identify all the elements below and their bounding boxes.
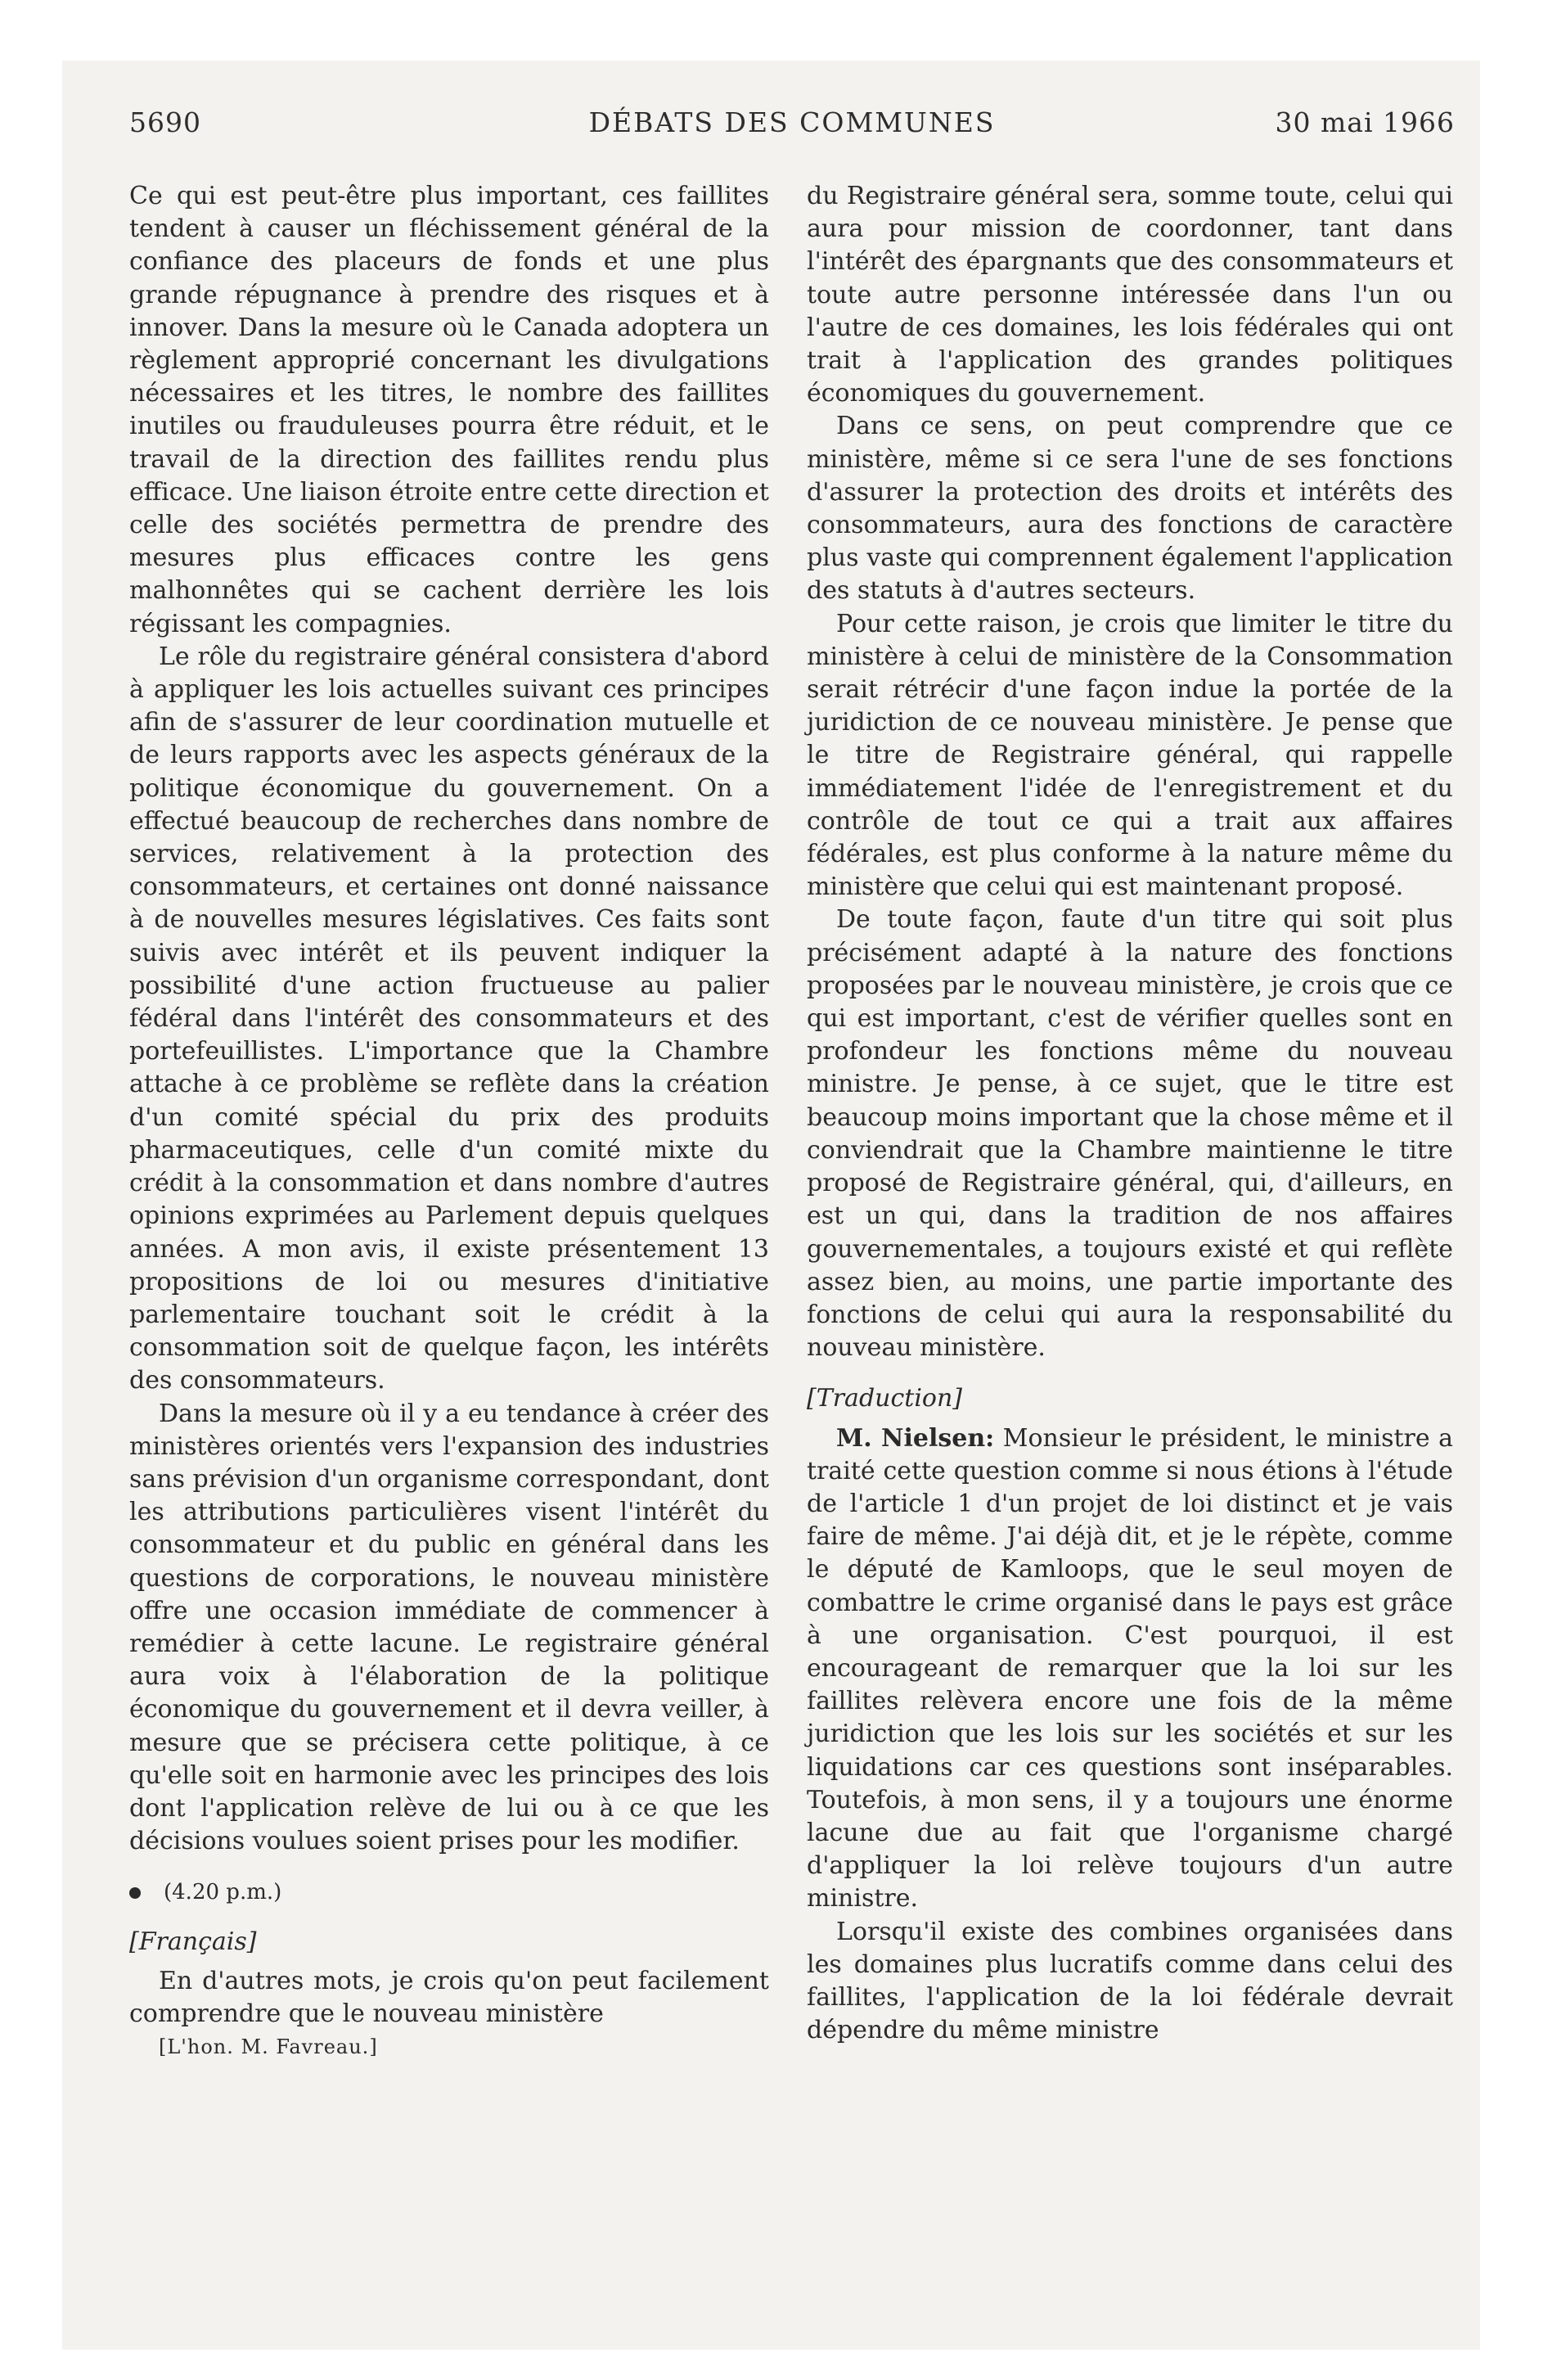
paragraph: Ce qui est peut-être plus important, ces faillites tendent à causer un fléchissement général de la confiance des placeurs de fonds et une plus grande répugnance à prendre des risques et à innover. Dans la mesure où le Canada adoptera un règlement approprié concernant les divulgations nécessaires et les titres, le nombre des faillites inutiles ou frauduleuses pourra être réduit, et le travail de la direction des faillites rendu plus efficace. Une liaison étroite entre cette direction et celle des sociétés permettra de prendre des mesures plus efficaces contre les gens malhonnêtes qui se cachent derrière les lois régissant les compagnies. [129, 182, 769, 638]
speaker-footnote: [L'hon. M. Favreau.] [159, 2035, 378, 2059]
page [62, 61, 1480, 2350]
speaker-name: M. Nielsen: [836, 1423, 995, 1453]
paragraph: Le rôle du registraire général consistera d'abord à appliquer les lois actuelles suivant ces principes afin de s'assurer de leur coordination mutuelle et de leurs rapports avec les aspects généraux de la politique économique du gouvernement. On a effectué beaucoup de recherches dans nombre de services, relativement à la protection des consommateurs, et certaines ont donné naissance à de nouvelles mesures législatives. Ces faits sont suivis avec intérêt et ils peuvent indiquer la possibilité d'une action fructueuse au palier fédéral dans l'intérêt des consommateurs et des portefeuillistes. L'importance que la Chambre attache à ce problème se reflète dans la création d'un comité spécial du prix des produits pharmaceutiques, celle d'un comité mixte du crédit à la consommation et dans nombre d'autres opinions exprimées au Parlement depuis quelques années. A mon avis, il existe présentement 13 propositions de loi ou mesures d'initiative parlementaire touchant soit le crédit à la consommation soit de quelque façon, les intérêts des consommateurs. [129, 642, 769, 1395]
paragraph: Pour cette raison, je crois que limiter le titre du ministère à celui de ministère de la Consommation serait rétrécir d'une façon indue la portée de la juridiction de ce nouveau ministère. Je pense que le titre de Registraire général, qui rappelle immédiatement l'idée de l'enregistrement et du contrôle de tout ce qui a trait aux affaires fédérales, est plus conforme à la nature même du ministère que celui qui est maintenant proposé. [807, 609, 1453, 902]
page-date: 30 mai 1966 [1275, 106, 1455, 138]
language-tag: [Français] [129, 1927, 257, 1956]
paragraph: Dans ce sens, on peut comprendre que ce ministère, même si ce sera l'une de ses fonctions d'assurer la protection des droits et intérêts des consommateurs, aura des fonctions de caractère plus vaste qui comprennent également l'application des statuts à d'autres secteurs. [807, 412, 1453, 606]
page-header [129, 106, 1455, 156]
paragraph: De toute façon, faute d'un titre qui soit plus précisément adapté à la nature des fonctions proposées par le nouveau ministère, je crois que ce qui est important, c'est de vérifier quelles sont en profondeur les fonctions même du nouveau ministre. Je pense, à ce sujet, que le titre est beaucoup moins important que la chose même et il conviendrait que la Chambre maintienne le titre proposé de Registraire général, qui, d'ailleurs, en est un qui, dans la tradition de nos affaires gouvernementales, a toujours existé et qui reflète assez bien, au moins, une partie importante des fonctions de celui qui aura la responsabilité du nouveau ministère. [807, 905, 1453, 1363]
paragraph: du Registraire général sera, somme toute, celui qui aura pour mission de coordonner, tant dans l'intérêt des épargnants que des consommateurs et toute autre personne intéressée dans l'un ou l'autre de ces domaines, les lois fédérales qui ont trait à l'application des grandes politiques économiques du gouvernement. [807, 182, 1453, 408]
right-column [807, 180, 1453, 2047]
page-number: 5690 [129, 106, 201, 138]
bullet-icon [129, 1887, 141, 1899]
time-marker [129, 1876, 769, 1909]
speech-text: Monsieur le président, le ministre a traité cette question comme si nous étions à l'étude de l'article 1 d'un projet de loi distinct et je vais faire de même. J'ai déjà dit, et je le répète, comme le député de Kamloops, que le seul moyen de combattre le crime organisé dans le pays est grâce à une organisation. C'est pourquoi, il est encourageant de remarquer que la loi sur les faillites relèvera encore une fois de la même juridiction que les lois sur les sociétés et sur les liquidations car ces questions sont inséparables. Toutefois, à mon sens, il y a toujours une énorme lacune due au fait que l'organisme chargé d'appliquer la loi relève toujours d'un autre ministre. [807, 1423, 1454, 1913]
time-stamp: (4.20 p.m.) [164, 1880, 282, 1905]
paragraph: Dans la mesure où il y a eu tendance à créer des ministères orientés vers l'expansion des industries sans prévision d'un organisme correspondant, dont les attributions particulières visent l'intérêt du consommateur et du public en général dans les questions de corporations, le nouveau ministère offre une occasion immédiate de commencer à remédier à cette lacune. Le registraire général aura voix à l'élaboration de la politique économique du gouvernement et il devra veiller, à mesure que se précisera cette politique, à ce qu'elle soit en harmonie avec les principes des lois dont l'application relève de lui ou à ce que les décisions voulues soient prises pour les modifier. [129, 1399, 769, 1856]
paragraph: Lorsqu'il existe des combines organisées dans les domaines plus lucratifs comme dans celui des faillites, l'application de la loi fédérale devrait dépendre du même ministre [807, 1917, 1453, 2045]
language-tag: [Traduction] [807, 1384, 963, 1413]
left-column [129, 180, 769, 2063]
paragraph: En d'autres mots, je crois qu'on peut facilement comprendre que le nouveau ministère [129, 1966, 769, 2028]
speech-paragraph [807, 1422, 1453, 1916]
publication-title: DÉBATS DES COMMUNES [588, 106, 996, 138]
